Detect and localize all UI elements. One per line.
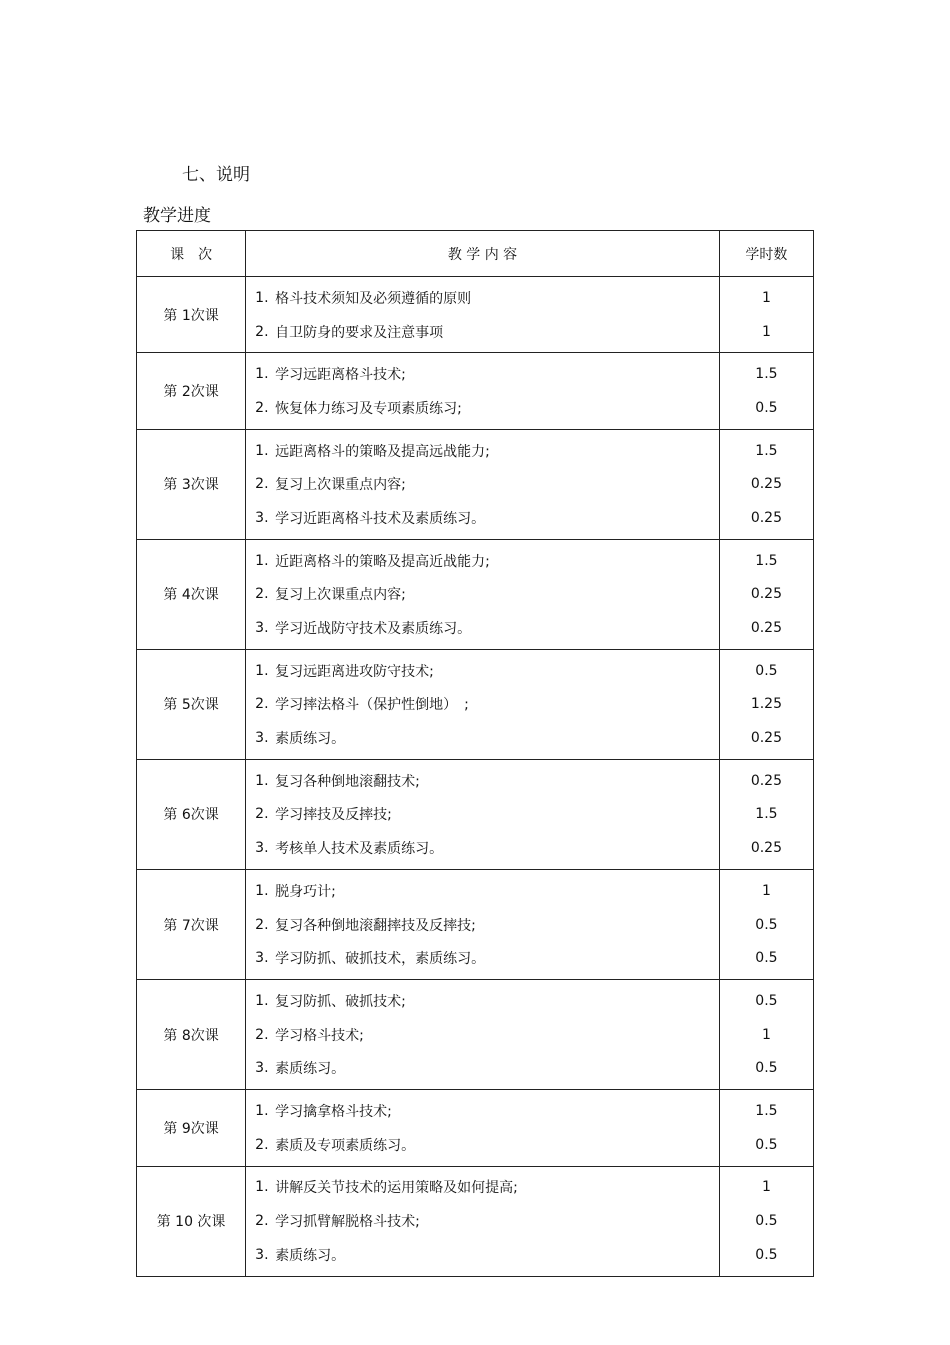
item-number: 1. — [255, 992, 269, 1009]
item-text: 远距离格斗的策略及提高远战能力; — [275, 443, 490, 460]
item-text: 学习近战防守技术及素质练习。 — [275, 621, 472, 638]
session-cell: 第 10 次课 — [137, 1166, 246, 1276]
hours-cell — [719, 277, 813, 353]
item-hours: 1.5 — [755, 442, 778, 459]
session-cell: 第 5次课 — [137, 649, 246, 759]
content-cell — [246, 353, 720, 429]
item-hours: 0.5 — [755, 992, 778, 1009]
item-number: 1. — [255, 289, 269, 306]
content-item — [246, 908, 719, 942]
hours-cell — [719, 1166, 813, 1276]
content-item — [246, 654, 719, 688]
hours-cell — [719, 649, 813, 759]
content-item — [246, 1171, 719, 1205]
session-cell: 第 9次课 — [137, 1090, 246, 1166]
item-text: 素质练习。 — [275, 731, 346, 748]
item-text: 学习摔技及反摔技; — [275, 807, 392, 824]
item-text: 学习远距离格斗技术; — [275, 367, 406, 384]
item-number: 3. — [255, 840, 269, 857]
item-hours: 0.5 — [755, 662, 778, 679]
content-item — [246, 874, 719, 908]
item-text: 学习防抓、破抓技术，素质练习。 — [275, 951, 486, 968]
item-text: 学习抓臂解脱格斗技术; — [275, 1214, 420, 1231]
item-hours: 0.5 — [755, 1246, 778, 1263]
content-item — [246, 578, 719, 612]
item-text: 复习各种倒地滚翻摔技及反摔技; — [275, 917, 476, 934]
content-cell — [246, 980, 720, 1090]
item-hours: 0.5 — [755, 1060, 778, 1077]
content-item — [246, 1238, 719, 1272]
hours-cell — [719, 980, 813, 1090]
content-item — [246, 357, 719, 391]
content-item — [246, 1204, 719, 1238]
item-text: 自卫防身的要求及注意事项 — [275, 324, 444, 341]
item-number: 2. — [255, 916, 269, 933]
item-number: 2. — [255, 1136, 269, 1153]
session-cell: 第 2次课 — [137, 353, 246, 429]
item-number: 2. — [255, 1213, 269, 1230]
session-cell: 第 7次课 — [137, 870, 246, 980]
item-hours: 1 — [761, 289, 771, 306]
hours-cell — [719, 353, 813, 429]
item-hours: 0.25 — [750, 620, 782, 637]
item-number: 2. — [255, 476, 269, 493]
session-cell: 第 1次课 — [137, 277, 246, 353]
item-number: 1. — [255, 1179, 269, 1196]
table-row — [137, 1090, 814, 1166]
content-cell — [246, 1090, 720, 1166]
content-cell — [246, 759, 720, 869]
item-number: 2. — [255, 399, 269, 416]
item-text: 素质练习。 — [275, 1061, 346, 1078]
item-hours: 0.25 — [750, 730, 782, 747]
content-item — [246, 764, 719, 798]
item-hours: 0.25 — [750, 476, 782, 493]
item-number: 1. — [255, 552, 269, 569]
content-item — [246, 721, 719, 755]
item-number: 2. — [255, 806, 269, 823]
item-text: 学习擒拿格斗技术; — [275, 1103, 392, 1120]
item-hours: 1 — [761, 882, 771, 899]
item-number: 3. — [255, 1060, 269, 1077]
content-item — [246, 831, 719, 865]
item-text: 格斗技术须知及必须遵循的原则 — [275, 290, 472, 307]
content-item — [246, 1128, 719, 1162]
item-text: 复习远距离进攻防守技术; — [275, 663, 434, 680]
item-text: 学习摔法格斗（保护性倒地） ; — [275, 697, 469, 714]
item-number: 1. — [255, 772, 269, 789]
content-item — [246, 1018, 719, 1052]
item-hours: 1 — [761, 1179, 771, 1196]
item-hours: 1 — [761, 323, 771, 340]
content-item — [246, 611, 719, 645]
item-hours: 0.25 — [750, 509, 782, 526]
hours-cell — [719, 429, 813, 539]
item-text: 脱身巧计; — [275, 883, 336, 900]
item-number: 1. — [255, 882, 269, 899]
content-cell — [246, 870, 720, 980]
item-text: 近距离格斗的策略及提高近战能力; — [275, 553, 490, 570]
item-hours: 1.5 — [755, 552, 778, 569]
table-row — [137, 870, 814, 980]
item-hours: 1.5 — [755, 366, 778, 383]
content-cell — [246, 277, 720, 353]
item-number: 3. — [255, 950, 269, 967]
session-cell: 第 8次课 — [137, 980, 246, 1090]
item-hours: 0.5 — [755, 399, 778, 416]
table-caption: 教学进度 — [143, 206, 211, 226]
session-cell: 第 4次课 — [137, 539, 246, 649]
item-number: 2. — [255, 323, 269, 340]
hours-cell — [719, 539, 813, 649]
header-hours: 学时数 — [719, 231, 813, 277]
item-number: 3. — [255, 1246, 269, 1263]
item-hours: 0.5 — [755, 916, 778, 933]
content-item — [246, 798, 719, 832]
content-cell — [246, 649, 720, 759]
table-row — [137, 980, 814, 1090]
table-row — [137, 277, 814, 353]
header-content: 教 学 内 容 — [246, 231, 720, 277]
item-number: 2. — [255, 586, 269, 603]
item-number: 1. — [255, 442, 269, 459]
item-hours: 1 — [761, 1026, 771, 1043]
content-item — [246, 1051, 719, 1085]
table-row — [137, 539, 814, 649]
table-body — [137, 277, 814, 1277]
table-row — [137, 649, 814, 759]
item-number: 3. — [255, 620, 269, 637]
item-number: 1. — [255, 1102, 269, 1119]
item-hours: 0.25 — [750, 840, 782, 857]
hours-cell — [719, 1090, 813, 1166]
teaching-schedule-table — [136, 230, 814, 1277]
item-text: 复习各种倒地滚翻技术; — [275, 773, 420, 790]
item-number: 3. — [255, 509, 269, 526]
content-cell — [246, 1166, 720, 1276]
item-hours: 0.5 — [755, 950, 778, 967]
table-row — [137, 353, 814, 429]
table-row — [137, 1166, 814, 1276]
content-item — [246, 434, 719, 468]
item-text: 学习近距离格斗技术及素质练习。 — [275, 510, 486, 527]
item-hours: 1.25 — [750, 696, 782, 713]
header-session: 课 次 — [137, 231, 246, 277]
item-number: 1. — [255, 366, 269, 383]
content-item — [246, 941, 719, 975]
content-cell — [246, 539, 720, 649]
item-hours: 0.5 — [755, 1213, 778, 1230]
item-number: 2. — [255, 1026, 269, 1043]
item-text: 素质及专项素质练习。 — [275, 1137, 416, 1154]
section-heading: 七、说明 — [182, 165, 250, 185]
item-hours: 1.5 — [755, 1102, 778, 1119]
content-item — [246, 688, 719, 722]
content-item — [246, 984, 719, 1018]
item-hours: 0.25 — [750, 772, 782, 789]
content-item — [246, 391, 719, 425]
content-item — [246, 1094, 719, 1128]
item-text: 考核单人技术及素质练习。 — [275, 841, 444, 858]
session-cell: 第 3次课 — [137, 429, 246, 539]
item-text: 学习格斗技术; — [275, 1027, 364, 1044]
item-text: 讲解反关节技术的运用策略及如何提高; — [275, 1180, 518, 1197]
table-row — [137, 759, 814, 869]
item-text: 复习上次课重点内容; — [275, 477, 406, 494]
item-text: 复习上次课重点内容; — [275, 587, 406, 604]
item-hours: 0.25 — [750, 586, 782, 603]
session-cell: 第 6次课 — [137, 759, 246, 869]
content-item — [246, 467, 719, 501]
item-hours: 1.5 — [755, 806, 778, 823]
table-header-row — [137, 231, 814, 277]
content-item — [246, 501, 719, 535]
content-item — [246, 281, 719, 315]
content-item — [246, 544, 719, 578]
hours-cell — [719, 759, 813, 869]
content-cell — [246, 429, 720, 539]
item-number: 1. — [255, 662, 269, 679]
table-row — [137, 429, 814, 539]
hours-cell — [719, 870, 813, 980]
content-item — [246, 315, 719, 349]
item-text: 素质练习。 — [275, 1247, 346, 1264]
item-hours: 0.5 — [755, 1136, 778, 1153]
item-text: 复习防抓、破抓技术; — [275, 993, 406, 1010]
item-text: 恢复体力练习及专项素质练习; — [275, 400, 462, 417]
item-number: 2. — [255, 696, 269, 713]
item-number: 3. — [255, 730, 269, 747]
